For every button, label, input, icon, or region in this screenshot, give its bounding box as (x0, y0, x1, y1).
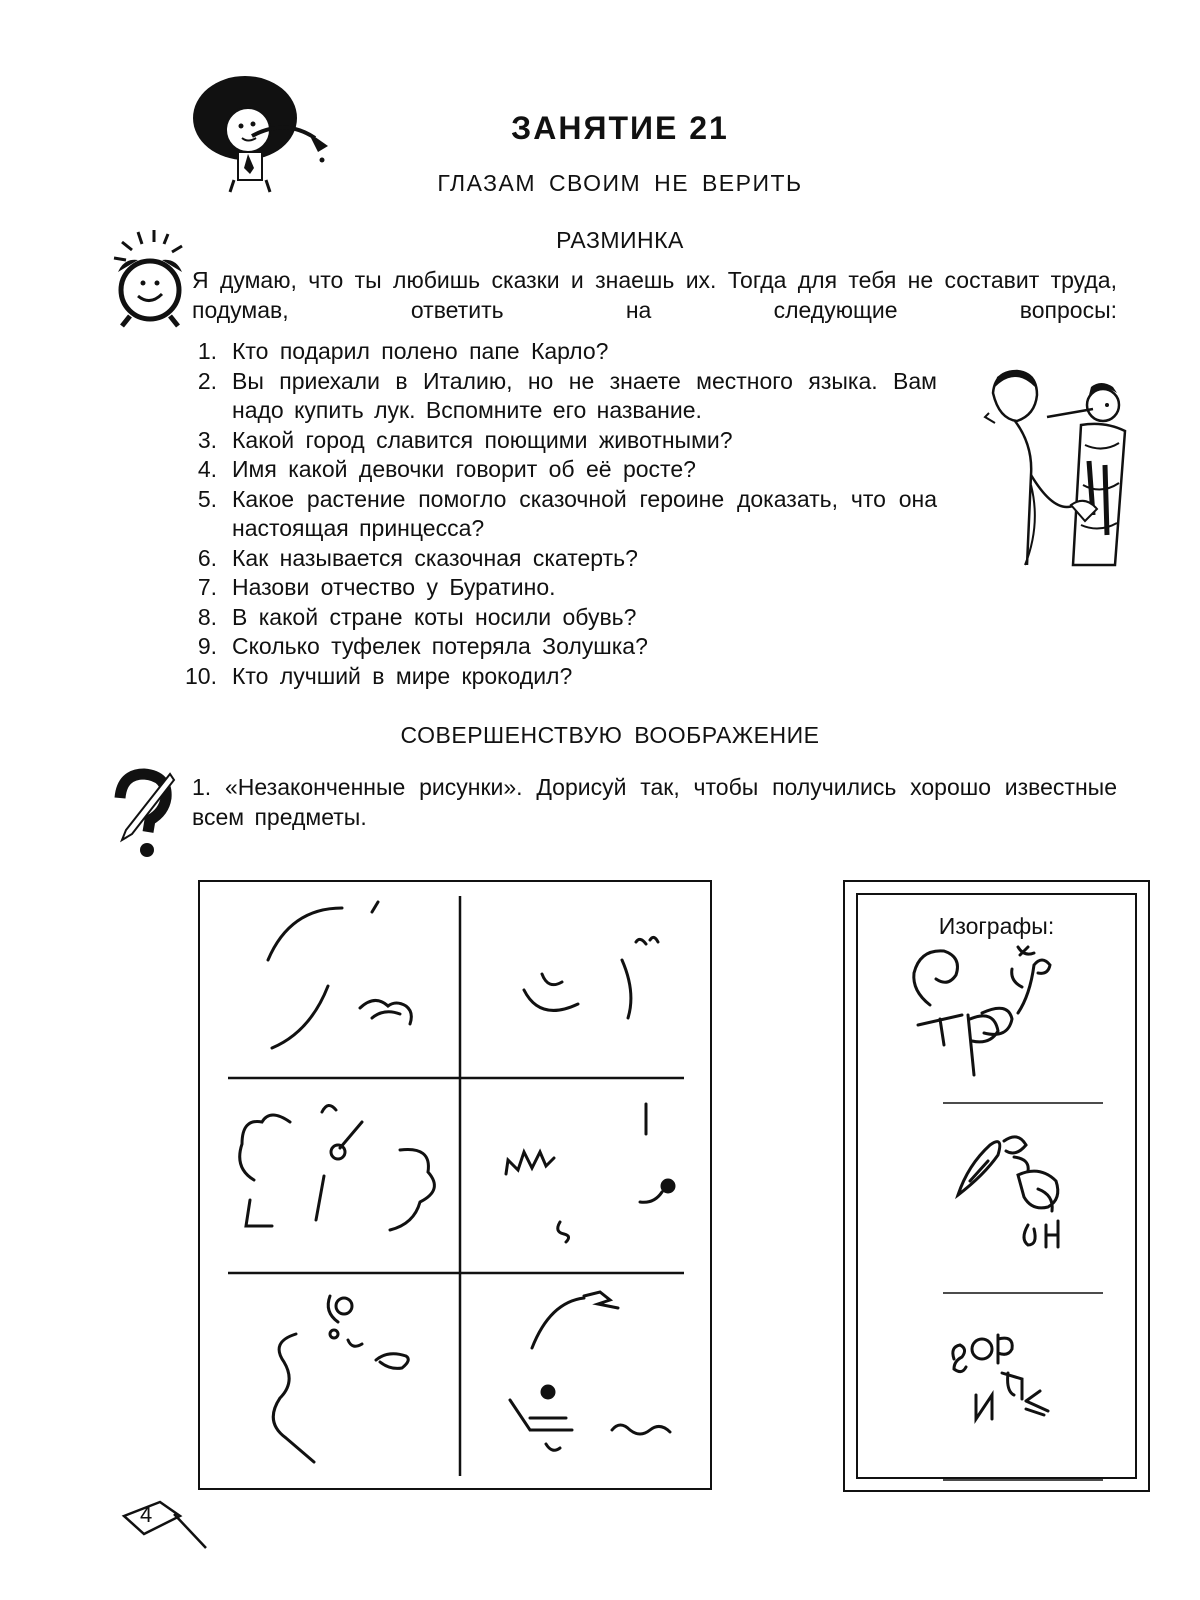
question-list (170, 337, 960, 691)
isograph-3 (953, 1335, 1048, 1419)
list-item: 2. Вы приехали в Италию, но не знаете местного языка. Вам надо купить лук. Вспомните его название. (197, 367, 937, 423)
list-item: 10. Кто лучший в мире крокодил? (185, 662, 573, 689)
page-number: 4 (140, 1502, 153, 1527)
warmup-heading: РАЗМИНКА (556, 227, 684, 253)
lesson-title: ЗАНЯТИЕ 21 (511, 110, 729, 146)
imagination-task: 1. «Незаконченные рисунки». Дорисуй так, чтобы получились хорошо известные всем предметы. (192, 774, 1117, 830)
isographs-label: Изографы: (938, 913, 1055, 939)
flag-icon (118, 1500, 213, 1550)
unfinished-drawings-grid (198, 880, 712, 1490)
pinocchio-and-papa-carlo-illustration (985, 365, 1145, 580)
list-item: 8. В какой стране коты носили обувь? (197, 603, 637, 630)
question-mark-pen-icon (112, 770, 182, 860)
list-item: 1. Кто подарил полено папе Карло? (197, 338, 609, 364)
list-item: 6. Как называется сказочная скатерть? (197, 544, 638, 571)
list-item: 3. Какой город славится поющими животными? (197, 426, 733, 453)
imagination-heading: СОВЕРШЕНСТВУЮ ВООБРАЖЕНИЕ (400, 722, 820, 748)
list-item: 9. Сколько туфелек потеряла Золушка? (197, 633, 648, 659)
lesson-subtitle: ГЛАЗАМ СВОИМ НЕ ВЕРИТЬ (437, 170, 803, 196)
warmup-intro: Я думаю, что ты любишь сказки и знаешь их. Тогда для тебя не составит труда, подумав, ответить на следующие вопросы: (192, 267, 1117, 323)
isographs-box (843, 880, 1150, 1492)
list-item: 4. Имя какой девочки говорит об её росте? (197, 456, 696, 482)
list-item: 5. Какое растение помогло сказочной героине доказать, что она настоящая принцесса? (197, 485, 937, 541)
alarm-clock-icon (110, 228, 190, 328)
boy-with-brush-icon (190, 68, 340, 198)
isograph-2 (958, 1137, 1058, 1247)
list-item: 7. Назови отчество у Буратино. (197, 574, 556, 600)
isograph-1 (914, 947, 1050, 1075)
